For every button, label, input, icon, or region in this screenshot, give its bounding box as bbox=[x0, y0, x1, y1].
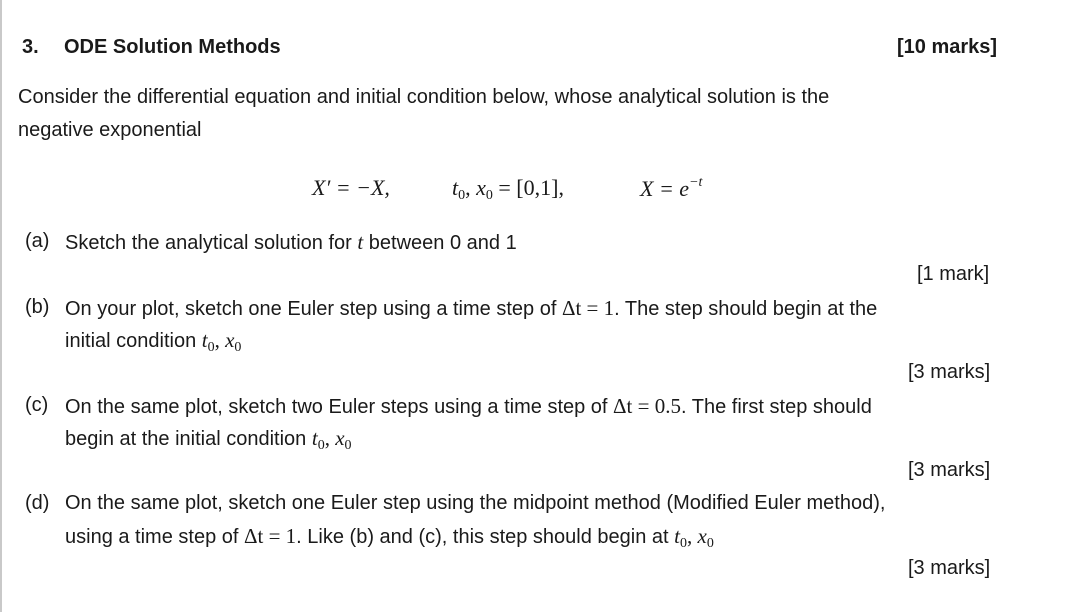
part-c-line-2 bbox=[65, 426, 352, 454]
part-b-x: x bbox=[225, 328, 235, 352]
equation-solution bbox=[640, 175, 702, 202]
part-d-line-2 bbox=[65, 524, 714, 552]
part-b-line-1 bbox=[65, 296, 877, 321]
part-b-t: t bbox=[201, 328, 208, 352]
part-d-line2-post: . Like (b) and (c), this step should begin at bbox=[296, 526, 675, 548]
part-b-math: Δt = 1 bbox=[561, 296, 615, 320]
part-c-marks: [3 marks] bbox=[908, 459, 991, 481]
ode-text: X′ = −X, bbox=[312, 175, 390, 200]
part-c-comma: , bbox=[324, 426, 336, 450]
part-c-x: x bbox=[335, 426, 345, 450]
part-b-x-sub: 0 bbox=[234, 340, 242, 355]
part-d-t-sub: 0 bbox=[680, 536, 687, 551]
part-d-marks: [3 marks] bbox=[908, 557, 991, 579]
sol-sup: −t bbox=[689, 175, 703, 190]
part-c-text-pre: On the same plot, sketch two Euler steps using a time step of bbox=[65, 396, 614, 418]
equation-initial-condition bbox=[452, 175, 564, 204]
sol-lhs: X = e bbox=[640, 176, 690, 201]
part-b-comma: , bbox=[214, 328, 226, 352]
part-a-text-post: between 0 and 1 bbox=[363, 232, 517, 254]
part-d-x: x bbox=[697, 524, 707, 548]
part-b-line2-pre: initial condition bbox=[65, 330, 202, 352]
part-d-x-sub: 0 bbox=[706, 536, 714, 551]
part-d-line2-pre: using a time step of bbox=[65, 526, 244, 548]
part-d-comma: , bbox=[687, 524, 698, 548]
part-c-text-post: . The first step should bbox=[680, 396, 872, 418]
part-c-t-sub: 0 bbox=[317, 438, 325, 453]
intro-line-2: negative exponential bbox=[18, 119, 202, 141]
part-a-text-pre: Sketch the analytical solution for bbox=[65, 232, 358, 254]
part-c-x-sub: 0 bbox=[344, 438, 352, 453]
part-c-label: (c) bbox=[25, 394, 49, 416]
part-d-math: Δt = 1 bbox=[243, 524, 297, 548]
ic-sep: , bbox=[465, 175, 477, 200]
part-c-line-1 bbox=[65, 394, 872, 419]
part-a-text bbox=[65, 230, 517, 255]
intro-line-1: Consider the differential equation and initial condition below, whose analytical solution is the bbox=[18, 86, 830, 108]
question-number: 3. bbox=[22, 36, 39, 58]
part-b-line-2 bbox=[65, 328, 241, 356]
part-c-line2-pre: begin at the initial condition bbox=[65, 428, 312, 450]
part-b-text-pre: On your plot, sketch one Euler step using a time step of bbox=[65, 298, 562, 320]
question-total-marks: [10 marks] bbox=[897, 36, 998, 58]
part-a-label: (a) bbox=[25, 230, 50, 252]
part-c-math: Δt = 0.5 bbox=[613, 394, 681, 418]
ic-x-sub: 0 bbox=[485, 188, 493, 203]
part-c-t: t bbox=[311, 426, 318, 450]
part-a-var-t: t bbox=[357, 230, 364, 254]
part-b-text-post: . The step should begin at the bbox=[614, 298, 878, 320]
part-d-line-1: On the same plot, sketch one Euler step using the midpoint method (Modified Euler method), bbox=[65, 492, 886, 514]
part-b-label: (b) bbox=[25, 296, 50, 318]
equation-ode bbox=[312, 175, 390, 201]
part-d-label: (d) bbox=[25, 492, 50, 514]
ic-t-sub: 0 bbox=[458, 188, 466, 203]
part-b-marks: [3 marks] bbox=[908, 361, 991, 383]
part-a-marks: [1 mark] bbox=[917, 263, 990, 285]
page-left-border bbox=[0, 0, 2, 612]
ic-rhs: = [0,1], bbox=[492, 175, 564, 200]
question-title: ODE Solution Methods bbox=[64, 36, 281, 58]
part-b-t-sub: 0 bbox=[207, 340, 215, 355]
ic-t: t bbox=[452, 175, 459, 200]
part-d-t: t bbox=[674, 524, 680, 548]
ic-x: x bbox=[476, 175, 486, 200]
